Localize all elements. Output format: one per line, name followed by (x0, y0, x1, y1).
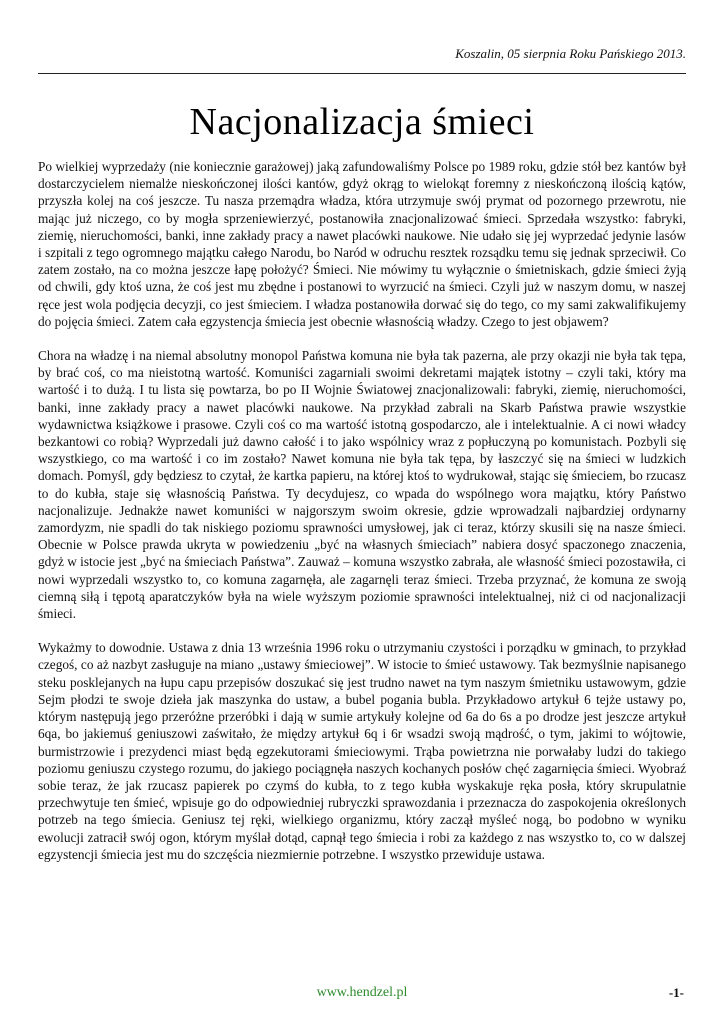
dateline: Koszalin, 05 sierpnia Roku Pańskiego 2013. (455, 46, 686, 61)
paragraph-3: Wykażmy to dowodnie. Ustawa z dnia 13 września 1996 roku o utrzymaniu czystości i porządku w gminach, to przykład czegoś, co aż nazbyt zasługuje na miano „ustawy śmieciowej”. W istocie to śmieć ustawowy. Tak bezmyślnie napisanego steku posklejanych na łupu capu przepisów doszukać się jest trudno nawet na tym naszym śmietniku ustawowym, gdzie Sejm płodzi te swoje dzieła jak maszynka do ustaw, a bubel pogania bubla. Przykładowo artykuł 6 tejże ustawy po, którym następują jego przeróżne przeróbki i dają w sumie artykuły kolejne od 6a do 6s a po drodze jest jeszcze artykuł 6qa, bo jakiemuś geniuszowi zaświtało, że między artykuł 6q i 6r wsadzi swoją mądrość, o tym, jakimi to wójtowie, burmistrzowie i prezydenci miast będą egzekutorami śmieciowymi. Trąba powietrzna nie porwałaby ludzi do takiego poziomu geniuszu czystego rozumu, do jakiego pociągnęła naszych kochanych posłów chęć zagarnięcia śmieci. Wyobraź sobie teraz, że jak rzucasz papierek po czymś do kubła, to z tego kubła wyskakuje ręka posła, który skrupulatnie przechwytuje ten śmieć, wpisuje go do odpowiedniej rubryczki sprawozdania i przeznacza do zaspokojenia określonych potrzeb na tego śmiecia. Geniusz tej ręki, wielkiego organizmu, który zaczął myśleć nogą, bo podobno w wyniku ewolucji zatracił swój ogon, którym myślał dotąd, capnął tego śmiecia i robi za każdego z nas wszystko to, co w dalszej egzystencji śmiecia jest mu do szczęścia niezmiernie potrzebne. I wszystko przewiduje ustawa. (38, 640, 686, 862)
paragraph-1: Po wielkiej wyprzedaży (nie koniecznie garażowej) jaką zafundowaliśmy Polsce po 1989 roku, gdzie stół bez kantów był dostarczycielem niemalże nieskończonej ilości kantów, gdyż okrąg to wielokąt foremny z nieskończoną ilością kątów, przyszła kolej na coś jeszcze. Tu nasza przemądra władza, która utrzymuje swój prymat od pozornego przewrotu, nie mając już niczego, co by mogła sprzeniewierzyć, postanowiła znacjonalizować śmieci. Sprzedała wszystko: fabryki, ziemię, nieruchomości, banki, inne zakłady pracy a nawet placówki naukowe. Nie udało się jej wyprzedać jedynie lasów i szpitali z tego ogromnego majątku całego Narodu, bo Naród w odruchu resztek rozsądku temu się jednak sprzeciwił. Co zatem zostało, na co można jeszcze łapę położyć? Śmieci. Nie mówimy tu wyłącznie o śmietniskach, gdzie śmieci żyją od chwili, gdy ktoś uzna, że coś jest mu zbędne i postanowi to wyrzucić na śmieci. Czyli już w naszym domu, w naszej ręce jest wola podjęcia decyzji, co jest śmieciem. I władza postanowiła dorwać się do tego, co my sami zakwalifikujemy do pojęcia śmieci. Zatem cała egzystencja śmiecia jest obecnie własnością władzy. Czego to jest objawem? (38, 159, 686, 329)
page-number: -1- (668, 985, 684, 1000)
page-title: Nacjonalizacja śmieci (189, 101, 535, 143)
header-rule (38, 73, 686, 74)
paragraph-2: Chora na władzę i na niemal absolutny monopol Państwa komuna nie była tak pazerna, ale przy okazji nie była tak tępa, by brać coś, co ma nieistotną wartość. Komuniści zagarniali swoimi dekretami majątek istotny – czyli taki, który ma wartość i to dużą. I tu lista się powtarza, bo po II Wojnie Światowej znacjonalizowali: fabryki, ziemię, nieruchomości, banki, inne zakłady pracy a nawet placówki naukowe. Na przykład zabrali na Skarb Państwa prawie wszystkie wydawnictwa książkowe i prasowe. Czyli coś co ma wartość istotną gospodarczo, ale i intelektualnie. A ci nowi władcy bezkantowi co robią? Wyprzedali już dawno całość i to jako wspólnicy wraz z popłuczyną po komunistach. Pozbyli się wszystkiego, co ma wartość i co im zostało? Nawet komuna nie była tak tępa, by łaszczyć się na śmieci w ludzkich domach. Pomyśl, gdy będziesz to czytał, że kartka papieru, na której ktoś to wydrukował, stając się śmieciem, bo rzucasz to do kubła, staje się własnością Państwa. Ty decydujesz, co wpada do wspólnego wora majątku, który Państwo nacjonalizuje. Jednakże nawet komuniści w najgorszym swoim okresie, gdzie wprowadzali najbardziej ordynarny zamordyzm, nie spadli do tak niskiego poziomu sprawności umysłowej, jak ci teraz, którzy skusili się na nasze śmieci. Obecnie w Polsce prawda ukryta w powiedzeniu „być na własnych śmieciach” nabiera dosyć spaczonego znaczenia, gdyż w istocie jest „być na śmieciach Państwa”. Zauważ – komuna wszystko zabrała, ale własność śmieci pozostawiła, ci nowi wyprzedali wszystko to, co komuna zagarnęła, ale zagarnęli teraz śmieci. Trzeba przyznać, że komuna ze swoją ciemną siłą i tępotą aparatczyków była na wiele wyższym poziomie sprawności intelektualnej, niż ci od nacjonalizacji śmieci. (38, 348, 686, 622)
article-body (38, 158, 686, 880)
website-link[interactable]: www.hendzel.pl (316, 985, 408, 1000)
